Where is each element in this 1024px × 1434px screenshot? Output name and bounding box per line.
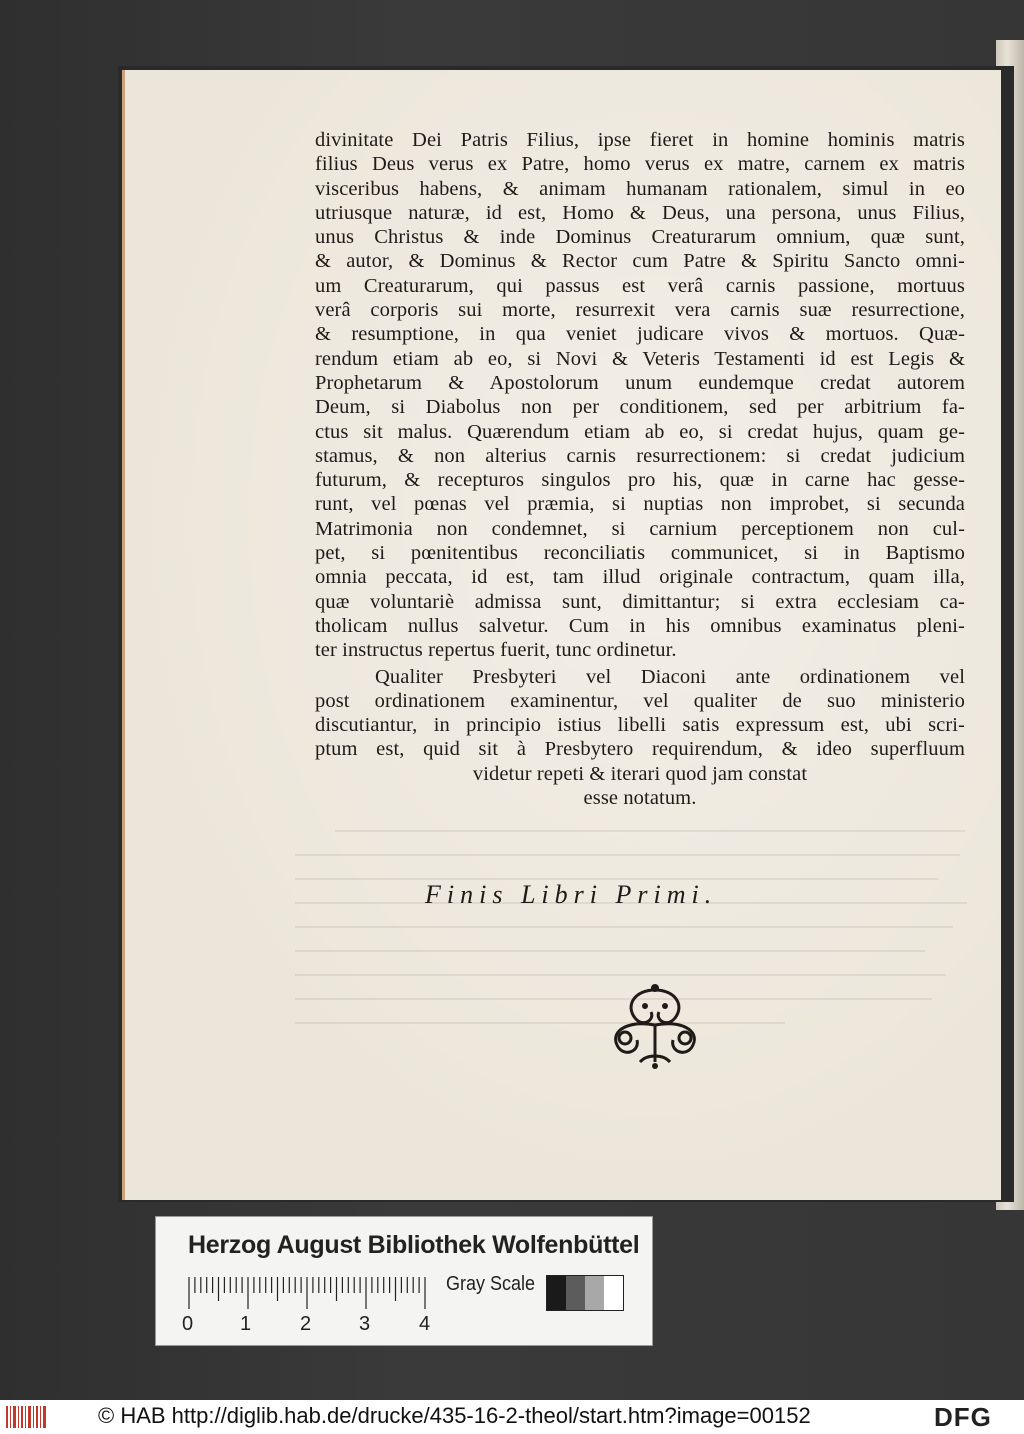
dfg-logo: DFG — [934, 1402, 992, 1432]
text-line: & autor, & Dominus & Rector cum Patre & Spiritu Sancto omni- — [315, 250, 965, 273]
text-line: discutiantur, in principio istius libelli satis expressum est, ubi scri- — [315, 714, 965, 737]
ruler-number: 3 — [359, 1313, 371, 1335]
footer-credit-link[interactable]: © HAB http://diglib.hab.de/drucke/435-16-2-theol/start.htm?image=00152 — [98, 1403, 811, 1428]
text-line: Matrimonia non condemnet, si carnium perceptionem non cul- — [315, 517, 965, 540]
ruler-number: 0 — [182, 1313, 194, 1335]
ruler-number: 2 — [300, 1313, 312, 1335]
paragraph-1 — [315, 128, 965, 663]
fleuron-ornament-icon — [595, 980, 715, 1070]
text-line: unus Christus & inde Dominus Creaturarum omnium, quæ sunt, — [315, 226, 965, 249]
text-line: Deum, si Diabolus non per conditionem, sed per arbitrium fa- — [315, 396, 965, 419]
ruler-numbers — [182, 1313, 462, 1337]
text-line: ctus sit malus. Quærendum etiam ab eo, si credat hujus, quam ge- — [315, 420, 965, 443]
text-line: runt, vel pœnas vel præmia, si nuptias non improbet, si secunda — [315, 493, 965, 516]
text-line: divinitate Dei Patris Filius, ipse fieret in homine hominis matris — [315, 129, 965, 151]
ruler-scale — [188, 1275, 428, 1309]
text-line: ptum est, quid sit à Presbytero requirendum, & ideo superfluum — [315, 738, 965, 761]
barcode-icon — [6, 1404, 48, 1430]
gray-scale-label: Gray Scale — [446, 1273, 536, 1295]
text-line: esse notatum. — [583, 787, 697, 810]
text-line: rendum etiam ab eo, si Novi & Veteris Testamenti id est Legis & — [315, 347, 965, 370]
ruler-number: 4 — [419, 1313, 431, 1335]
gray-swatch — [566, 1276, 585, 1310]
paragraph-2 — [315, 665, 965, 762]
text-line: videtur repeti & iterari quod jam constat — [472, 762, 808, 785]
gray-swatch — [547, 1276, 566, 1310]
text-line: pet, si pœnitentibus reconciliatis communicet, si in Baptismo — [315, 542, 965, 565]
text-line: um Creaturarum, qui passus est verâ carnis passione, mortuus — [315, 274, 965, 297]
text-line: Qualiter Presbyteri vel Diaconi ante ordinationem vel — [375, 665, 965, 688]
paragraph-2-tail — [315, 762, 965, 811]
text-line: visceribus habens, & animam humanam rationalem, simul in eo — [315, 177, 965, 200]
color-calibration-card — [155, 1216, 653, 1346]
finis-libri-primi: Finis Libri Primi. — [425, 880, 718, 909]
footer-bar — [0, 1400, 1024, 1434]
text-line: & resumptione, in qua veniet judicare vivos & mortuos. Quæ- — [315, 323, 965, 346]
text-line: quæ voluntariè admissa sunt, dimittantur; si extra ecclesiam ca- — [315, 590, 965, 613]
gray-scale-swatches — [546, 1275, 624, 1311]
text-line: utriusque naturæ, id est, Homo & Deus, una persona, unus Filius, — [315, 201, 965, 224]
text-line: stamus, & non alterius carnis resurrectionem: si credat judicium — [315, 444, 965, 467]
text-line: ter instructus repertus fuerit, tunc ordinetur. — [315, 639, 677, 662]
gray-swatch — [585, 1276, 604, 1310]
page-body-text — [315, 128, 965, 810]
ruler-number: 1 — [240, 1313, 252, 1335]
gray-swatch — [604, 1276, 623, 1310]
text-line: filius Deus verus ex Patre, homo verus ex matre, carnem ex matris — [315, 153, 965, 176]
card-title: Herzog August Bibliothek Wolfenbüttel — [188, 1231, 640, 1259]
text-line: tholicam nullus salvetur. Cum in his omnibus examinatus pleni- — [315, 614, 965, 637]
text-line: post ordinationem examinentur, vel qualiter de suo ministerio — [315, 689, 965, 712]
text-line: futurum, & recepturos singulos pro his, quæ in carne hac gesse- — [315, 469, 965, 492]
book-page — [122, 70, 1001, 1200]
text-line: omnia peccata, id est, tam illud originale contractum, quam illa, — [315, 566, 965, 589]
text-line: Prophetarum & Apostolorum unum eundemque credat autorem — [315, 371, 965, 394]
text-line: verâ corporis sui morte, resurrexit vera carnis suæ resurrectione, — [315, 299, 965, 322]
